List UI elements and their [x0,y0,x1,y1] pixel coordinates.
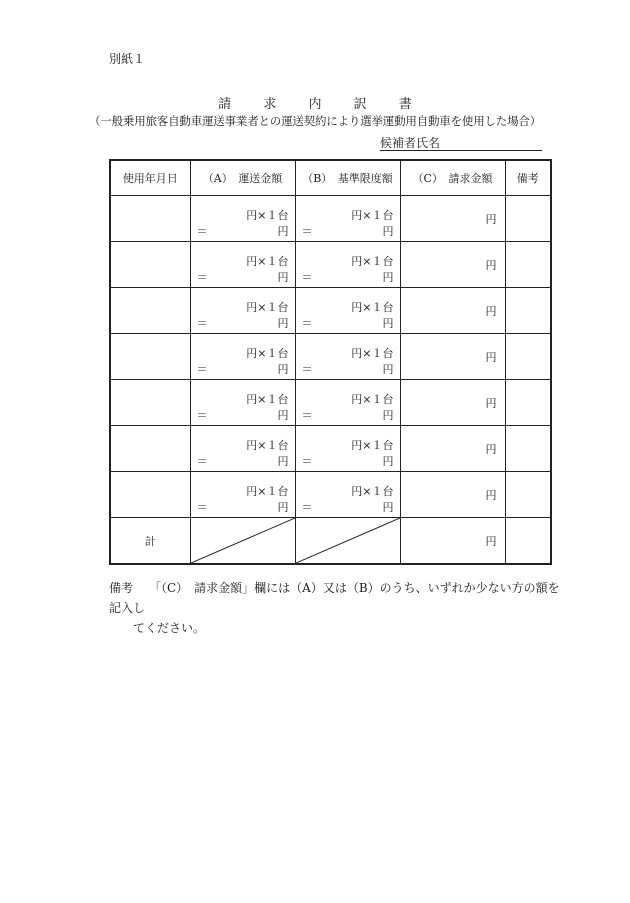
fare-equals: ＝ [196,363,208,376]
note-line1: 「（C） 請求金額」欄には（A）又は（B）のうち、いずれか少ない方の額を記入し [109,581,560,615]
remarks-total-cell[interactable] [505,518,551,565]
claim-cell[interactable] [400,334,505,380]
date-cell[interactable] [110,334,190,380]
limit-per-vehicle: 円×１台 [351,439,394,452]
table-row [110,472,551,518]
header-claim: （C） 請求金額 [400,160,505,196]
claim-unit: 円 [485,442,497,456]
fare-per-vehicle: 円×１台 [246,439,289,452]
fare-per-vehicle: 円×１台 [246,255,289,268]
limit-per-vehicle: 円×１台 [351,255,394,268]
fare-unit: 円 [277,271,289,284]
table-header-row [110,160,551,196]
remarks-cell[interactable] [505,426,551,472]
fare-equals: ＝ [196,225,208,238]
candidate-name-label: 候補者氏名 [380,136,441,150]
fare-cell[interactable] [190,472,295,518]
candidate-name-field[interactable] [380,134,542,151]
fare-equals: ＝ [196,455,208,468]
claim-unit: 円 [485,396,497,410]
fare-cell[interactable] [190,288,295,334]
fare-per-vehicle: 円×１台 [246,209,289,222]
fare-total-struck [190,518,295,565]
fare-unit: 円 [277,501,289,514]
limit-equals: ＝ [301,501,313,514]
limit-cell[interactable] [295,242,400,288]
fare-unit: 円 [277,455,289,468]
limit-unit: 円 [382,501,394,514]
title-char: 訳 [353,97,367,112]
table-row [110,334,551,380]
limit-per-vehicle: 円×１台 [351,301,394,314]
note-line2: てください。 [133,621,206,635]
claim-unit: 円 [485,350,497,364]
total-row [110,518,551,565]
table-row [110,288,551,334]
date-cell[interactable] [110,196,190,242]
limit-equals: ＝ [301,363,313,376]
claim-cell[interactable] [400,196,505,242]
remarks-cell[interactable] [505,472,551,518]
date-cell[interactable] [110,288,190,334]
limit-equals: ＝ [301,409,313,422]
limit-equals: ＝ [301,271,313,284]
fare-per-vehicle: 円×１台 [246,301,289,314]
header-fare: （A） 運送金額 [190,160,295,196]
title-char: 請 [218,97,232,112]
title-char: 書 [398,97,412,112]
fare-equals: ＝ [196,409,208,422]
limit-cell[interactable] [295,426,400,472]
limit-cell[interactable] [295,288,400,334]
fare-equals: ＝ [196,317,208,330]
limit-equals: ＝ [301,317,313,330]
limit-equals: ＝ [301,225,313,238]
claim-cell[interactable] [400,242,505,288]
document-subtitle: （一般乗用旅客自動車運送事業者との運送契約により選挙運動用自動車を使用した場合） [89,114,541,128]
limit-unit: 円 [382,317,394,330]
fare-equals: ＝ [196,271,208,284]
fare-unit: 円 [277,363,289,376]
limit-equals: ＝ [301,455,313,468]
claim-cell[interactable] [400,288,505,334]
remarks-note [109,578,569,638]
claim-unit: 円 [485,258,497,272]
limit-cell[interactable] [295,472,400,518]
header-remarks: 備考 [505,160,551,196]
limit-cell[interactable] [295,334,400,380]
limit-unit: 円 [382,455,394,468]
limit-per-vehicle: 円×１台 [351,209,394,222]
fare-cell[interactable] [190,196,295,242]
remarks-cell[interactable] [505,242,551,288]
header-limit: （B） 基準限度額 [295,160,400,196]
title-char: 求 [263,97,277,112]
fare-cell[interactable] [190,380,295,426]
fare-unit: 円 [277,317,289,330]
limit-per-vehicle: 円×１台 [351,393,394,406]
limit-per-vehicle: 円×１台 [351,485,394,498]
remarks-cell[interactable] [505,288,551,334]
fare-cell[interactable] [190,334,295,380]
fare-unit: 円 [277,225,289,238]
fare-per-vehicle: 円×１台 [246,485,289,498]
fare-cell[interactable] [190,426,295,472]
limit-cell[interactable] [295,196,400,242]
header-date: 使用年月日 [110,160,190,196]
claim-table [109,159,552,565]
claim-total-cell[interactable] [400,518,505,565]
table-row [110,380,551,426]
fare-unit: 円 [277,409,289,422]
claim-unit: 円 [485,212,497,226]
document-title [0,93,630,112]
title-char: 内 [308,97,322,112]
limit-unit: 円 [382,225,394,238]
table-row [110,242,551,288]
date-cell[interactable] [110,426,190,472]
annex-label: 別紙１ [109,52,146,66]
claim-total-unit: 円 [485,534,497,548]
remarks-cell[interactable] [505,380,551,426]
limit-total-struck [295,518,400,565]
claim-cell[interactable] [400,380,505,426]
limit-unit: 円 [382,409,394,422]
claim-cell[interactable] [400,426,505,472]
date-cell[interactable] [110,472,190,518]
note-label: 備考 [109,581,134,595]
remarks-cell[interactable] [505,196,551,242]
date-cell[interactable] [110,380,190,426]
limit-unit: 円 [382,271,394,284]
limit-unit: 円 [382,363,394,376]
table-row [110,426,551,472]
claim-unit: 円 [485,304,497,318]
limit-cell[interactable] [295,380,400,426]
remarks-cell[interactable] [505,334,551,380]
fare-per-vehicle: 円×１台 [246,393,289,406]
fare-equals: ＝ [196,501,208,514]
table-row [110,196,551,242]
fare-per-vehicle: 円×１台 [246,347,289,360]
fare-cell[interactable] [190,242,295,288]
claim-unit: 円 [485,488,497,502]
limit-per-vehicle: 円×１台 [351,347,394,360]
date-cell[interactable] [110,242,190,288]
claim-cell[interactable] [400,472,505,518]
total-label: 計 [110,518,190,565]
